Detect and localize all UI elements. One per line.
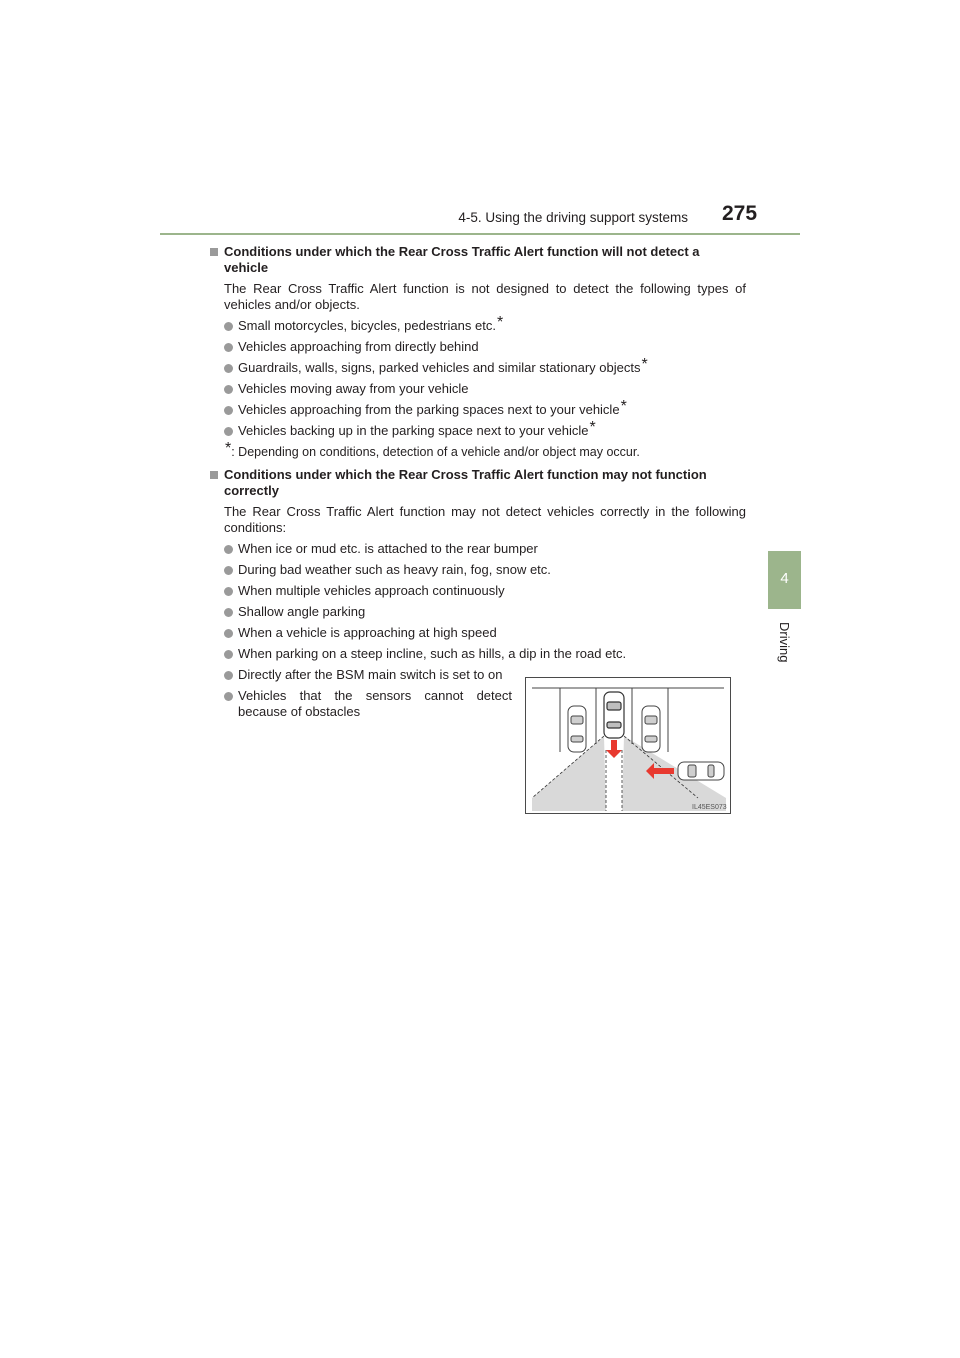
section-heading-not-detect — [210, 244, 746, 276]
list-item-text: When ice or mud etc. is attached to the rear bumper — [238, 541, 538, 556]
list-item — [224, 314, 746, 334]
parked-car-right-icon — [642, 706, 660, 752]
list-item — [224, 398, 746, 418]
section-heading-text: Conditions under which the Rear Cross Traffic Alert function may not function correctly — [224, 467, 707, 498]
list-item — [224, 541, 746, 557]
footnote-marker: * — [620, 398, 627, 415]
reverse-arrow-icon — [606, 740, 622, 758]
bullet-icon — [224, 545, 233, 554]
list-item-text: Guardrails, walls, signs, parked vehicles and similar stationary objects — [238, 360, 641, 375]
footnote-marker: * — [589, 419, 596, 436]
not-detect-list — [210, 314, 746, 439]
bullet-icon — [224, 650, 233, 659]
list-item — [224, 625, 746, 641]
header-divider — [160, 233, 800, 235]
footnote-marker: * — [225, 440, 232, 457]
list-item-text: Vehicles that the sensors cannot detect because of obstacles — [238, 688, 512, 719]
list-item — [224, 646, 746, 662]
parking-detection-illustration — [525, 677, 731, 814]
list-item-text: Vehicles backing up in the parking space next to your vehicle — [238, 423, 589, 438]
list-item-text: During bad weather such as heavy rain, fog, snow etc. — [238, 562, 551, 577]
list-item — [224, 604, 746, 620]
section-heading-may-not-function — [210, 467, 746, 499]
bullet-icon — [224, 322, 233, 331]
chapter-tab-label — [766, 622, 802, 672]
approaching-car-icon — [678, 762, 724, 780]
header-section-title: 4-5. Using the driving support systems — [458, 210, 688, 225]
footnote-marker: * — [641, 356, 648, 373]
list-item — [224, 583, 746, 599]
footnote-marker: * — [496, 314, 504, 331]
own-car-icon — [604, 692, 624, 738]
page-content — [210, 244, 746, 720]
bullet-icon — [224, 671, 233, 680]
square-bullet-icon — [210, 248, 218, 256]
list-item-text: When parking on a steep incline, such as hills, a dip in the road etc. — [238, 646, 627, 661]
square-bullet-icon — [210, 471, 218, 479]
list-item-text: Vehicles moving away from your vehicle — [238, 381, 469, 396]
list-item-text: Small motorcycles, bicycles, pedestrians etc. — [238, 318, 496, 333]
parking-diagram — [526, 678, 730, 813]
chapter-tab[interactable] — [768, 551, 801, 609]
list-item — [224, 339, 746, 355]
list-item-text: Directly after the BSM main switch is set to on — [238, 667, 503, 682]
list-item — [224, 381, 746, 397]
list-item-text: When multiple vehicles approach continuously — [238, 583, 505, 598]
parked-car-left-icon — [568, 706, 586, 752]
section-intro: The Rear Cross Traffic Alert function is not designed to detect the following types of vehicles and/or objects. — [224, 281, 746, 312]
bullet-icon — [224, 692, 233, 701]
list-item-text: Shallow angle parking — [238, 604, 366, 619]
section-heading-text: Conditions under which the Rear Cross Traffic Alert function will not detect a vehicle — [224, 244, 700, 275]
section-intro: The Rear Cross Traffic Alert function may not detect vehicles correctly in the following conditions: — [224, 504, 746, 535]
list-item-obstacles — [224, 688, 512, 720]
footnote-text: : Depending on conditions, detection of a vehicle and/or object may occur. — [231, 445, 640, 459]
chapter-tab-label-text: Driving — [777, 622, 792, 663]
bullet-icon — [224, 629, 233, 638]
page-number: 275 — [722, 202, 758, 225]
illustration-code: IL45ES073 — [692, 804, 727, 811]
list-item — [224, 356, 746, 376]
bullet-icon — [224, 364, 233, 373]
footnote — [210, 440, 746, 460]
list-item-text: When a vehicle is approaching at high speed — [238, 625, 497, 640]
bullet-icon — [224, 587, 233, 596]
list-item — [224, 419, 746, 439]
bullet-icon — [224, 608, 233, 617]
list-item-text: Vehicles approaching from directly behind — [238, 339, 479, 354]
bullet-icon — [224, 406, 233, 415]
bullet-icon — [224, 385, 233, 394]
bullet-icon — [224, 427, 233, 436]
bullet-icon — [224, 343, 233, 352]
bullet-icon — [224, 566, 233, 575]
list-item — [224, 562, 746, 578]
chapter-tab-number: 4 — [780, 570, 789, 587]
list-item-text: Vehicles approaching from the parking spaces next to your vehicle — [238, 402, 620, 417]
